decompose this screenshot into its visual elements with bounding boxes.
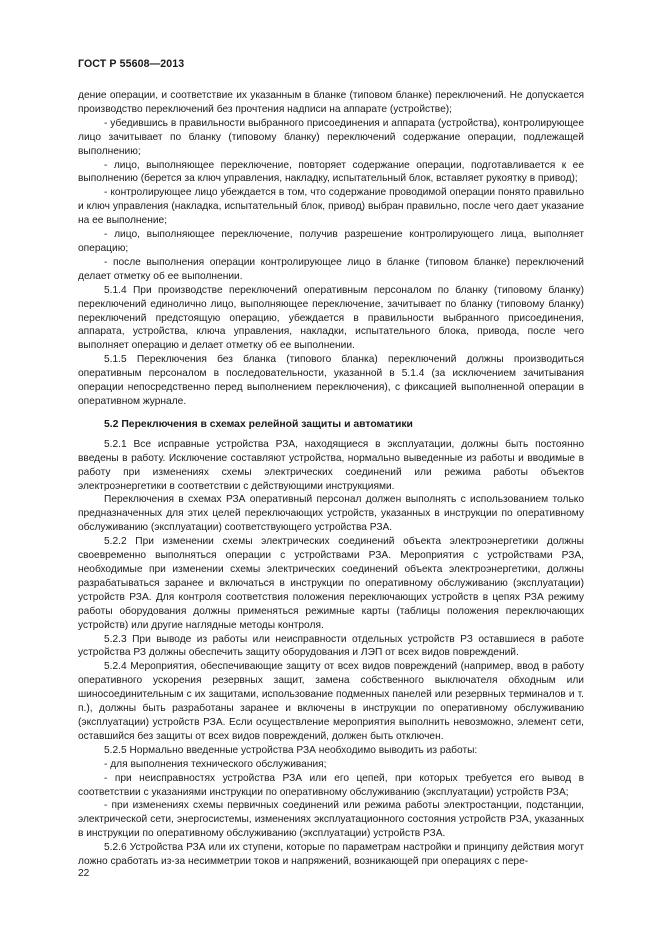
paragraph: 5.1.4 При производстве переключений оперативным персоналом по бланку (типовому бланку) переключений единолично лицо, выполняющее переключение, зачитывает по бланку (типовому бланку) переключений предстоящую операцию, убеждается в правильности выбранного присоединения, аппарата, устройства, ключа управления, накладки, испытательного блока, привода, после чего выполняет операцию и делает отметку об ее выполнении. [78, 284, 584, 352]
paragraph: Переключения в схемах РЗА оперативный персонал должен выполнять с использованием только предназначенных для этих целей переключающих устройств, указанных в инструкции по оперативному обслуживанию (эксплуатации) соответствующего устройства РЗА. [78, 494, 584, 534]
paragraph: 5.2.6 Устройства РЗА или их ступени, которые по параметрам настройки и принципу действия могут ложно сработать из-за несимметрии токов и напряжений, возникающей при операциях с пере- [78, 842, 584, 868]
paragraph: дение операции, и соответствие их указанным в бланке (типовом бланке) переключений. Не допускается производство переключений без прочтения надписи на аппарате (устройстве); [78, 90, 584, 115]
page-number: 22 [78, 868, 90, 879]
document-body [78, 89, 584, 869]
paragraph: - для выполнения технического обслуживания; [104, 758, 327, 770]
standard-header: ГОСТ Р 55608—2013 [78, 58, 185, 70]
paragraph: - лицо, выполняющее переключение, повторяет содержание операции, подготавливается к ее выполнению (берется за ключ управления, накладку, испытательный блок, вставляет рукоятку в привод); [78, 159, 584, 185]
paragraph: 5.1.5 Переключения без бланка (типового бланка) переключений должны производиться оперативным персоналом в последовательности, указанной в 5.1.4 (за исключением зачитывания операции непосредственно перед выполнением переключения), с фиксацией выполненной операции в оперативном журнале. [78, 354, 584, 407]
section-heading: 5.2 Переключения в схемах релейной защиты и автоматики [104, 418, 413, 430]
paragraph: - лицо, выполняющее переключение, получив разрешение контролирующего лица, выполняет операцию; [78, 229, 584, 254]
paragraph: - контролирующее лицо убеждается в том, что содержание проводимой операции понято правильно и ключ управления (накладка, испытательный блок, привод) выбран правильно, после чего дает указание на ее выполнение; [78, 187, 584, 227]
paragraph: 5.2.5 Нормально введенные устройства РЗА необходимо выводить из работы: [104, 744, 478, 756]
paragraph: - убедившись в правильности выбранного присоединения и аппарата (устройства), контролирующее лицо зачитывает по бланку (типовому бланку) переключений содержание операции, подлежащей выполнению; [78, 117, 584, 157]
paragraph: - при изменениях схемы первичных соединений или режима работы электростанции, подстанции, электрической сети, энергосистемы, изменениях эксплуатационного состояния устройств РЗА, указанных в инструкции по оперативному обслуживанию (эксплуатации) устройств РЗА. [78, 800, 584, 840]
paragraph: 5.2.4 Мероприятия, обеспечивающие защиту от всех видов повреждений (например, ввод в работу оперативного ускорения резервных защит, замена собственного выключателя обходным или шиносоединительным с их защитами, использование подменных панелей или резервных терминалов и т. п.), должны быть разработаны заранее и включены в инструкции по оперативному обслуживанию (эксплуатации) устройств РЗА. Если осуществление мероприятия выполнить невозможно, элемент сети, оставшийся без защиты от всех видов повреждений, должен быть отключен. [78, 661, 584, 742]
document-page [78, 58, 584, 869]
paragraph: - при неисправностях устройства РЗА или его цепей, при которых требуется его вывод в соответствии с указаниями инструкции по оперативному обслуживанию (эксплуатации) устройств РЗА; [78, 772, 584, 798]
paragraph: - после выполнения операции контролирующее лицо в бланке (типовом бланке) переключений делает отметку об ее выполнении. [78, 256, 584, 282]
paragraph: 5.2.3 При выводе из работы или неисправности отдельных устройств РЗ оставшиеся в работе устройства РЗ должны обеспечить защиту оборудования и ЛЭП от всех видов повреждений. [78, 633, 584, 659]
paragraph: 5.2.2 При изменении схемы электрических соединений объекта электроэнергетики должны своевременно выполняться операции с устройствами РЗА. Мероприятия с устройствами РЗА, необходимые при изменении схемы электрических соединений объекта электроэнергетики, должны разрабатываться заранее и включаться в инструкции по оперативному обслуживанию (эксплуатации) устройств РЗА. Для контроля соответствия положения переключающих устройств в цепях РЗА режиму работы оборудования должны применяться режимные карты (таблицы положения переключающих устройств) или другие наглядные методы контроля. [78, 536, 584, 631]
paragraph: 5.2.1 Все исправные устройства РЗА, находящиеся в эксплуатации, должны быть постоянно введены в работу. Исключение составляют устройства, нормально выведенные из работы и вводимые в работу при изменениях схемы электрических соединений или режима работы объектов электроэнергетики в соответствии с действующими инструкциями. [78, 438, 584, 492]
